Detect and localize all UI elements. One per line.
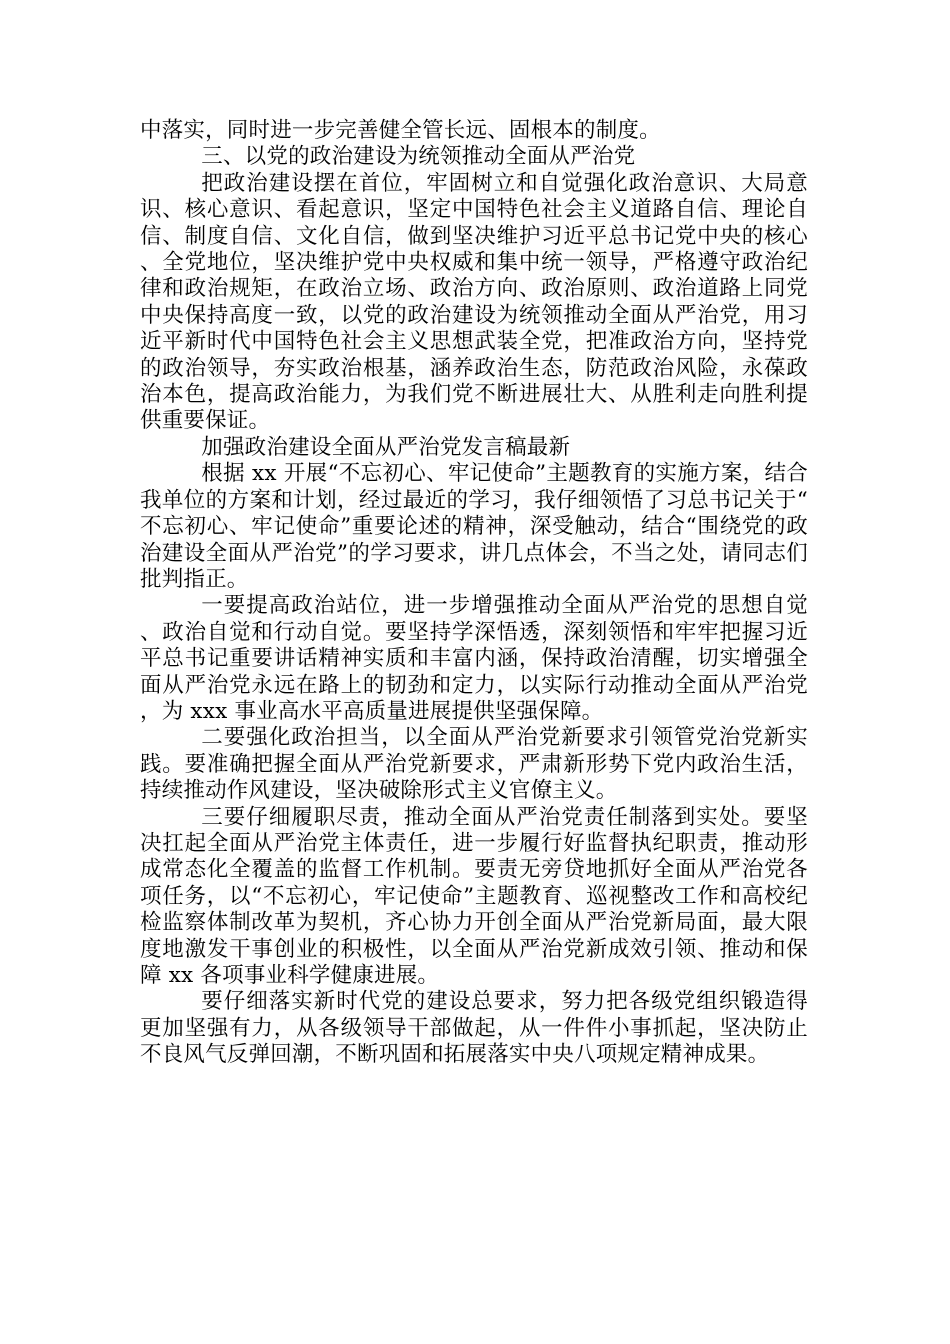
section-heading-three: 三、以党的政治建设为统领推动全面从严治党 xyxy=(201,144,636,170)
paragraph-continuation: 中落实，同时进一步完善健全管长远、固根本的制度。 xyxy=(140,118,661,143)
paragraph-introduction: 根据 xx 开展“不忘初心、牢记使命”主题教育的实施方案，结合我单位的方案和计划，经过最近的学习，我仔细领悟了习总书记关于“不忘初心、牢记使命”重要论述的精神，深受触动，结合“围绕党的政治建设全面从严治党”的学习要求，讲几点体会，不当之处，请同志们批判指正。 xyxy=(140,461,808,592)
paragraph-conclusion: 要仔细落实新时代党的建设总要求，努力把各级党组织锻造得更加坚强有力，从各级领导干部做起，从一件件小事抓起，坚决防止不良风气反弹回潮，不断巩固和拓展落实中央八项规定精神成果。 xyxy=(140,989,808,1068)
paragraph-point-one: 一要提高政治站位，进一步增强推动全面从严治党的思想自觉、政治自觉和行动自觉。要坚持学深悟透，深刻领悟和牢牢把握习近平总书记重要讲话精神实质和丰富内涵，保持政治清醒，切实增强全面从严治党永远在路上的韧劲和定力，以实际行动推动全面从严治党，为 xxx 事业高水平高质量进展提供坚强保障。 xyxy=(140,593,808,724)
speech-title: 加强政治建设全面从严治党发言稿最新 xyxy=(201,434,571,460)
paragraph-point-three: 三要仔细履职尽责，推动全面从严治党责任制落到实处。要坚决扛起全面从严治党主体责任，进一步履行好监督执纪职责，推动形成常态化全覆盖的监督工作机制。要责无旁贷地抓好全面从严治党各项任务，以“不忘初心，牢记使命”主题教育、巡视整改工作和高校纪检监察体制改革为契机，齐心协力开创全面从严治党新局面，最大限度地激发干事创业的积极性，以全面从严治党新成效引领、推动和保障 xx 各项事业科学健康进展。 xyxy=(140,804,808,988)
document-body xyxy=(140,118,808,1069)
paragraph-political-construction: 把政治建设摆在首位，牢固树立和自觉强化政治意识、大局意识、核心意识、看起意识，坚定中国特色社会主义道路自信、理论自信、制度自信、文化自信，做到坚决维护习近平总书记党中央的核心、全党地位，坚决维护党中央权威和集中统一领导，严格遵守政治纪律和政治规矩，在政治立场、政治方向、政治原则、政治道路上同党中央保持高度一致，以党的政治建设为统领推动全面从严治党，用习近平新时代中国特色社会主义思想武装全党，把准政治方向，坚持党的政治领导，夯实政治根基，涵养政治生态，防范政治风险，永葆政治本色，提高政治能力，为我们党不断进展壮大、从胜利走向胜利提供重要保证。 xyxy=(140,170,808,434)
paragraph-point-two: 二要强化政治担当，以全面从严治党新要求引领管党治党新实践。要准确把握全面从严治党新要求，严肃新形势下党内政治生活，持续推动作风建设，坚决破除形式主义官僚主义。 xyxy=(140,725,808,804)
